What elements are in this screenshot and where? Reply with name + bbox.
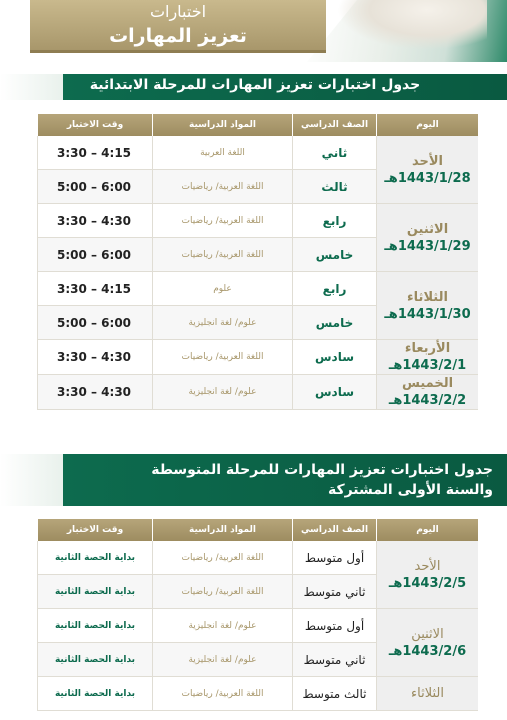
column-header-time: وقت الاختبار (37, 114, 152, 136)
day-name: الخميس (401, 376, 454, 391)
day-date: 1443/2/1هـ (388, 358, 467, 373)
table-row (37, 136, 478, 170)
subject-cell: علوم/ لغة انجليزية (152, 609, 292, 643)
subject-cell: اللغة العربية/ رياضيات (152, 541, 292, 575)
time-cell: بداية الحصة الثانية (37, 643, 152, 677)
day-date: 1443/2/2هـ (388, 393, 467, 408)
grade-cell: خامس (292, 306, 376, 340)
time-cell: بداية الحصة الثانية (37, 677, 152, 711)
day-name: الأحد (414, 558, 441, 574)
day-cell (376, 272, 478, 340)
day-date: 1443/2/5هـ (388, 575, 467, 591)
header (0, 0, 507, 62)
grade-cell: ثاني (292, 136, 376, 170)
subject-cell: اللغة العربية/ رياضيات (152, 238, 292, 272)
column-header-subjects: المواد الدراسية (152, 114, 292, 136)
section2-banner-line1: جدول اختبارات تعزيز المهارات للمرحلة المتوسطة (151, 462, 493, 478)
grade-cell: ثاني متوسط (292, 643, 376, 677)
section2-banner (63, 454, 507, 506)
subject-cell: علوم/ لغة انجليزية (152, 306, 292, 340)
day-name: الأربعاء (404, 341, 451, 356)
header-photo (337, 0, 487, 50)
column-header-grade: الصف الدراسي (292, 114, 376, 136)
table-row (37, 609, 478, 643)
day-name: الثلاثاء (411, 686, 444, 701)
time-cell: بداية الحصة الثانية (37, 575, 152, 609)
time-cell: 5:00 – 6:00 (37, 306, 152, 340)
table-row (37, 375, 478, 410)
grade-cell: رابع (292, 204, 376, 238)
column-header-grade: الصف الدراسي (292, 519, 376, 541)
day-date: 1443/1/30هـ (384, 306, 471, 322)
time-cell: 5:00 – 6:00 (37, 238, 152, 272)
grade-cell: خامس (292, 238, 376, 272)
subject-cell: اللغة العربية (152, 136, 292, 170)
day-cell (376, 609, 478, 677)
time-cell: 3:30 – 4:30 (37, 375, 152, 410)
table-row (37, 541, 478, 575)
table-row (37, 204, 478, 238)
day-date: 1443/2/6هـ (388, 643, 467, 659)
grade-cell: ثاني متوسط (292, 575, 376, 609)
subject-cell: علوم (152, 272, 292, 306)
time-cell: 3:30 – 4:30 (37, 340, 152, 375)
subject-cell: اللغة العربية/ رياضيات (152, 170, 292, 204)
time-cell: 3:30 – 4:15 (37, 272, 152, 306)
time-cell: بداية الحصة الثانية (37, 609, 152, 643)
day-cell (376, 340, 478, 375)
intermediate-schedule-table (37, 519, 478, 711)
day-name: الاثنين (411, 626, 444, 642)
day-date: 1443/1/29هـ (384, 238, 471, 254)
subject-cell: علوم/ لغة انجليزية (152, 643, 292, 677)
subject-cell: اللغة العربية/ رياضيات (152, 677, 292, 711)
grade-cell: سادس (292, 375, 376, 410)
column-header-time: وقت الاختبار (37, 519, 152, 541)
time-cell: 3:30 – 4:30 (37, 204, 152, 238)
day-cell (376, 541, 478, 609)
time-cell: بداية الحصة الثانية (37, 541, 152, 575)
grade-cell: رابع (292, 272, 376, 306)
section1-banner: جدول اختبارات تعزيز المهارات للمرحلة الابتدائية (63, 74, 507, 100)
table-row (37, 340, 478, 375)
section2-banner-line2: والسنة الأولى المشتركة (327, 482, 493, 498)
day-name: الأحد (411, 153, 443, 169)
day-cell (376, 204, 478, 272)
day-name: الثلاثاء (407, 289, 448, 305)
grade-cell: أول متوسط (292, 609, 376, 643)
day-cell (376, 136, 478, 204)
day-cell (376, 677, 478, 711)
time-cell: 3:30 – 4:15 (37, 136, 152, 170)
subject-cell: علوم/ لغة انجليزية (152, 375, 292, 410)
banner-edge (0, 454, 63, 506)
grade-cell: ثالث (292, 170, 376, 204)
page-title: تعزيز المهارات (109, 25, 247, 47)
day-date: 1443/1/28هـ (384, 170, 471, 186)
title-box (30, 0, 326, 53)
grade-cell: أول متوسط (292, 541, 376, 575)
subject-cell: اللغة العربية/ رياضيات (152, 340, 292, 375)
grade-cell: سادس (292, 340, 376, 375)
day-cell (376, 375, 478, 410)
banner-edge (0, 74, 63, 100)
table-row (37, 272, 478, 306)
grade-cell: ثالث متوسط (292, 677, 376, 711)
title-small: اختبارات (149, 2, 207, 21)
table-row (37, 677, 478, 711)
time-cell: 5:00 – 6:00 (37, 170, 152, 204)
day-name: الاثنين (406, 221, 449, 237)
subject-cell: اللغة العربية/ رياضيات (152, 204, 292, 238)
column-header-day: اليوم (376, 519, 478, 541)
column-header-day: اليوم (376, 114, 478, 136)
column-header-subjects: المواد الدراسية (152, 519, 292, 541)
primary-schedule-table (37, 114, 478, 410)
subject-cell: اللغة العربية/ رياضيات (152, 575, 292, 609)
